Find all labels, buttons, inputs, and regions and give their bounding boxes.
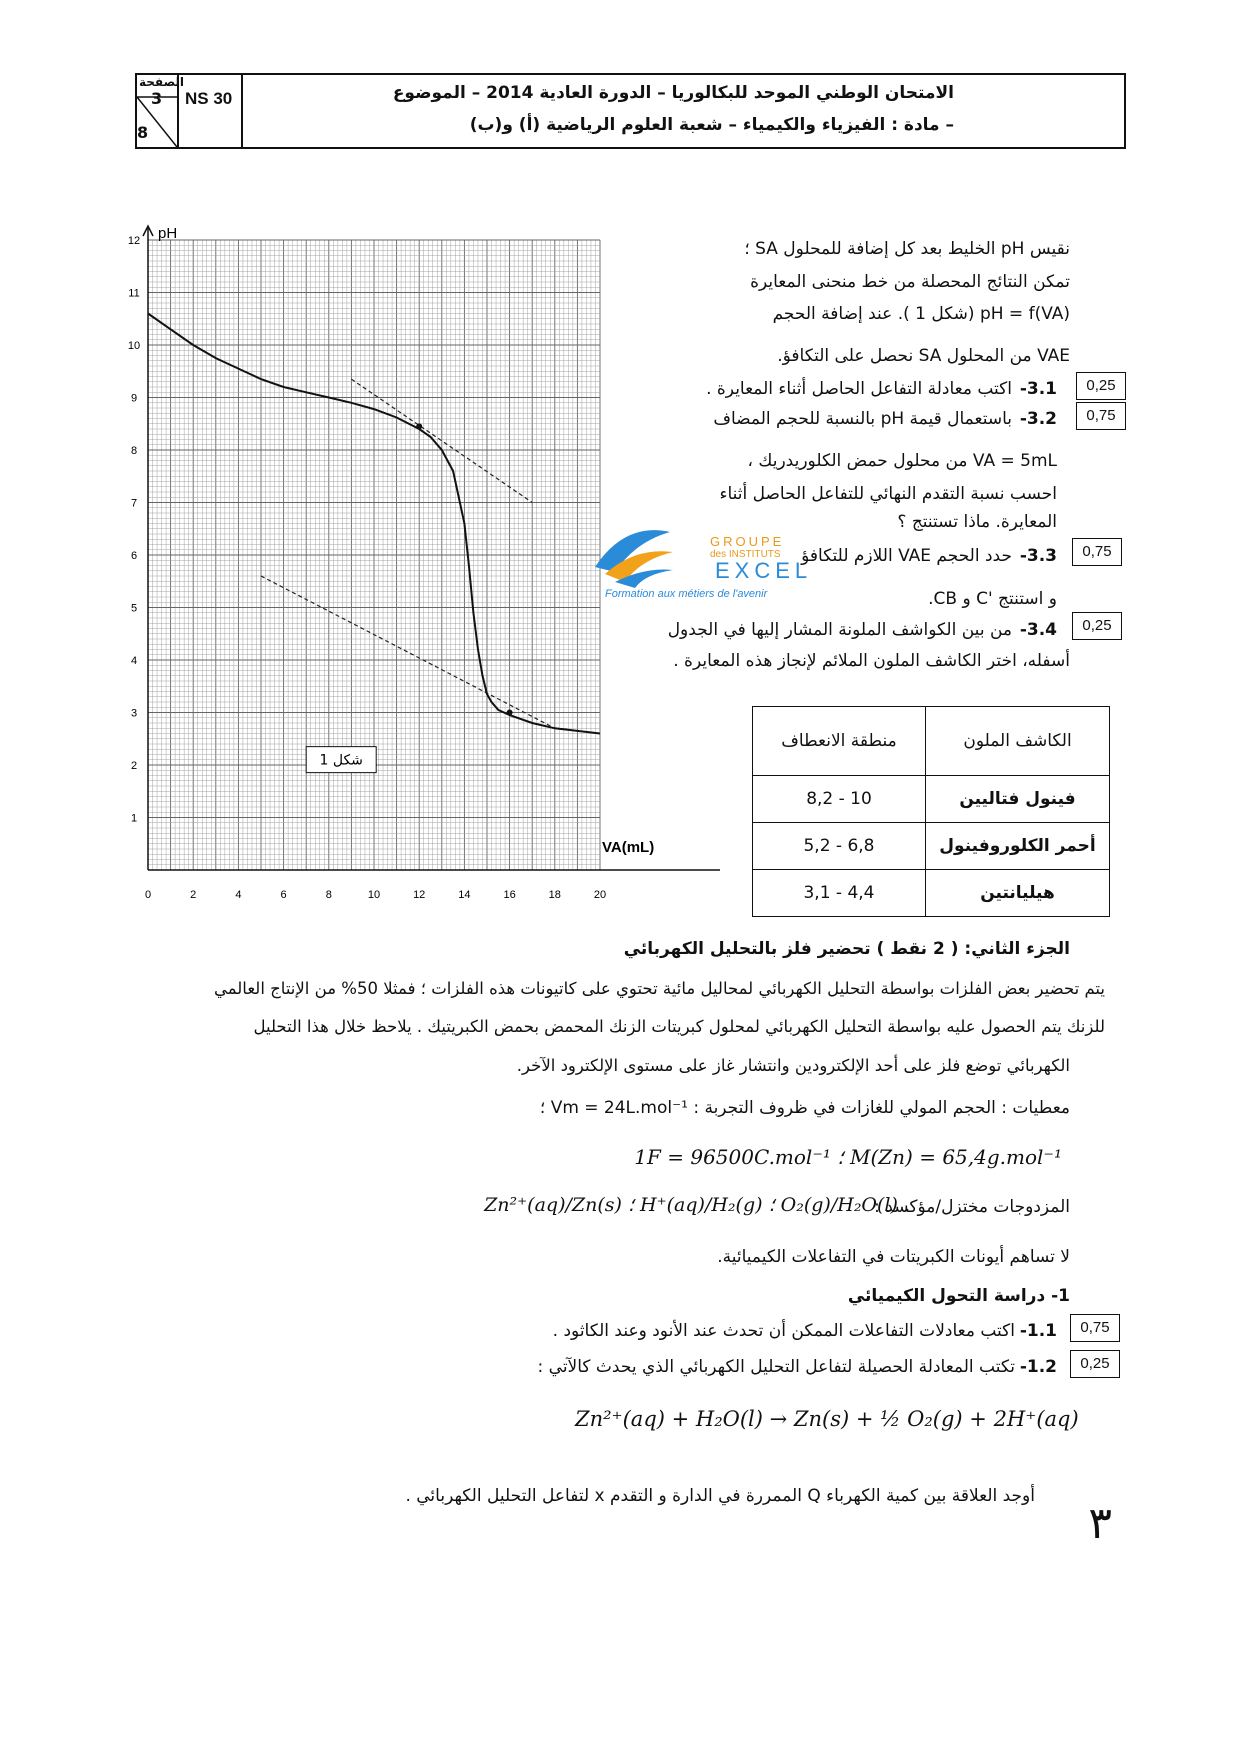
part2-title: الجزء الثاني: ( 2 نقط ) تحضير فلز بالتحليل الكهربائي xyxy=(623,939,1070,959)
y-tick-label: 8 xyxy=(130,445,138,457)
indicator-cell: فينول فتاليين xyxy=(926,776,1110,823)
x-tick-label: 18 xyxy=(548,889,561,901)
mark-1-2: 0,25 xyxy=(1070,1350,1120,1378)
x-tick-label: 10 xyxy=(367,889,381,901)
x-tick-label: 0 xyxy=(144,889,152,901)
code-box xyxy=(179,75,243,147)
header-indicator: الكاشف الملون xyxy=(926,707,1110,776)
page-label: الصفحة xyxy=(139,75,185,89)
mark-3-3: 0,75 xyxy=(1072,538,1122,566)
y-axis-label: pH xyxy=(158,225,178,242)
q-3-1-text: اكتب معادلة التفاعل الحاصل أثناء المعايرة . xyxy=(706,379,1012,399)
y-tick-label: 7 xyxy=(130,497,138,510)
x-tick-label: 16 xyxy=(503,889,516,901)
zone-cell: 8,2 - 10 xyxy=(753,776,926,823)
intro-line-2: تمكن النتائج المحصلة من خط منحنى المعايرة xyxy=(750,272,1070,292)
y-tick-label: 1 xyxy=(130,812,138,825)
intro-line-4: VAE من المحلول SA نحصل على التكافؤ. xyxy=(777,346,1070,366)
header-zone: منطقة الانعطاف xyxy=(753,707,926,776)
indicator-cell: أحمر الكلوروفينول xyxy=(926,823,1110,870)
q-3-2-line-2: VA = 5mL من محلول حمض الكلوريدريك ، xyxy=(747,451,1057,471)
header-subject: – مادة : الفيزياء والكيمياء – شعبة العلوم الرياضية (أ) و(ب) xyxy=(469,115,954,135)
x-tick-label: 12 xyxy=(413,889,426,901)
electrolysis-equation: Zn²⁺(aq) + H₂O(l) → Zn(s) + ½ O₂(g) + 2H⁺(aq) xyxy=(575,1407,1079,1431)
mark-3-4: 0,25 xyxy=(1072,612,1122,640)
x-tick-label: 2 xyxy=(190,889,197,901)
header-title: الامتحان الوطني الموحد للبكالوريا – الدورة العادية 2014 – الموضوع xyxy=(392,83,954,103)
handwritten-page-number: ٣ xyxy=(1088,1498,1112,1549)
x-tick-label: 6 xyxy=(280,889,287,901)
y-tick-label: 9 xyxy=(130,392,138,405)
part2-para-2: للزنك يتم الحصول عليه بواسطة التحليل الكهربائي لمحلول كبريتات الزنك المحمض بحمض الكبريتيك . يلاحظ خلال هذا التحليل xyxy=(253,1017,1105,1036)
q-3-3-line-2: و استنتج 'C و CB. xyxy=(928,589,1057,609)
q-3-3-number: 3.3- xyxy=(1019,546,1057,566)
q-3-1-number: 3.1- xyxy=(1019,379,1057,399)
y-tick-label: 12 xyxy=(128,235,141,247)
part2-para-1: يتم تحضير بعض الفلزات بواسطة التحليل الكهربائي لمحاليل مائية تحتوي على كاتيونات هذه الفلزات ؛ فمثلا 50% من الإنتاج العالمي xyxy=(213,979,1105,998)
logo-line-3: EXCEL xyxy=(715,558,813,583)
figure-label: شكل 1 xyxy=(319,752,363,769)
q-1-2-text: تكتب المعادلة الحصيلة لتفاعل التحليل الكهربائي الذي يحدث كالآتي : xyxy=(537,1357,1015,1377)
y-tick-label: 2 xyxy=(130,760,138,772)
x-tick-label: 4 xyxy=(235,889,242,901)
intro-line-1: نقيس pH الخليط بعد كل إضافة للمحلول SA ؛ xyxy=(744,239,1070,259)
indicator-cell: هيليانتين xyxy=(926,870,1110,917)
y-tick-label: 5 xyxy=(130,602,138,615)
tangent-point xyxy=(507,710,513,716)
logo-mark-icon xyxy=(585,512,675,592)
excel-logo xyxy=(585,512,830,607)
page-box-diagonal xyxy=(137,75,177,147)
logo-line-1: GROUPE xyxy=(710,534,785,549)
x-axis-label: VA(mL) xyxy=(602,839,655,856)
y-tick-label: 4 xyxy=(130,655,138,667)
mark-3-2: 0,75 xyxy=(1076,402,1126,430)
q-1-2-number: 1.2- xyxy=(1019,1357,1057,1377)
q-3-2-line-4: المعايرة. ماذا تستنتج ؟ xyxy=(897,512,1057,532)
y-tick-label: 3 xyxy=(130,707,138,720)
page-total: 8 xyxy=(137,123,149,142)
x-tick-label: 14 xyxy=(458,889,471,901)
tangent-line xyxy=(261,576,555,728)
tangent-point xyxy=(416,423,422,429)
redox-couples: Zn²⁺(aq)/Zn(s) ؛ H⁺(aq)/H₂(g) ؛ O₂(g)/H₂O(l) . xyxy=(484,1194,910,1216)
final-question: أوجد العلاقة بين كمية الكهرباء Q الممررة في الدارة و التقدم x لتفاعل التحليل الكهربائي . xyxy=(405,1486,1035,1506)
indicator-table xyxy=(752,706,1110,917)
x-tick-label: 8 xyxy=(325,889,332,901)
part2-para-3: الكهربائي توضع فلز على أحد الإلكترودين وانتشار غاز على مستوى الإلكترود الآخر. xyxy=(516,1056,1070,1075)
q-3-4-number: 3.4- xyxy=(1019,620,1057,640)
part2-data-2: M(Zn) = 65,4g.mol⁻¹ ؛ 1F = 96500C.mol⁻¹ xyxy=(634,1145,1062,1169)
logo-line-2: des INSTITUTS xyxy=(710,549,781,560)
q-1-1-number: 1.1- xyxy=(1019,1321,1057,1341)
q-3-2-number: 3.2- xyxy=(1019,409,1057,429)
y-tick-label: 11 xyxy=(128,287,140,300)
exam-code: NS 30 xyxy=(185,89,233,108)
section-1-title: 1- دراسة التحول الكيميائي xyxy=(847,1286,1070,1306)
y-tick-label: 6 xyxy=(130,550,138,562)
x-tick-label: 20 xyxy=(593,889,607,901)
page-box xyxy=(137,75,185,147)
logo-line-4: Formation aux métiers de l'avenir xyxy=(605,588,768,600)
mark-3-1: 0,25 xyxy=(1076,372,1126,400)
couples-label: المزدوجات مختزل/مؤكسد : xyxy=(874,1197,1070,1217)
q-1-1-text: اكتب معادلات التفاعلات الممكن أن تحدث عند الأنود وعند الكاثود . xyxy=(552,1321,1015,1341)
q-3-3-text: حدد الحجم VAE اللازم للتكافؤ xyxy=(801,546,1012,566)
part2-data-1: معطيات : الحجم المولي للغازات في ظروف التجربة : Vm = 24L.mol⁻¹ ؛ xyxy=(539,1098,1070,1118)
q-3-4-text: من بين الكواشف الملونة المشار إليها في الجدول xyxy=(667,620,1012,640)
q-3-4-line-2: أسفله، اختر الكاشف الملون الملائم لإنجاز هذه المعايرة . xyxy=(673,651,1070,671)
mark-1-1: 0,75 xyxy=(1070,1314,1120,1342)
q-3-2-line-3: احسب نسبة التقدم النهائي للتفاعل الحاصل أثناء xyxy=(719,484,1057,504)
exam-header xyxy=(135,73,1126,149)
y-tick-label: 10 xyxy=(128,340,141,352)
intro-line-3: pH = f(VA) (شكل 1 ). عند إضافة الحجم xyxy=(772,304,1070,324)
sulfate-note: لا تساهم أيونات الكبريتات في التفاعلات الكيميائية. xyxy=(717,1247,1070,1267)
zone-cell: 5,2 - 6,8 xyxy=(753,823,926,870)
page-number: 3 xyxy=(151,89,163,108)
q-3-2-text: باستعمال قيمة pH بالنسبة للحجم المضاف xyxy=(713,409,1012,429)
zone-cell: 3,1 - 4,4 xyxy=(753,870,926,917)
